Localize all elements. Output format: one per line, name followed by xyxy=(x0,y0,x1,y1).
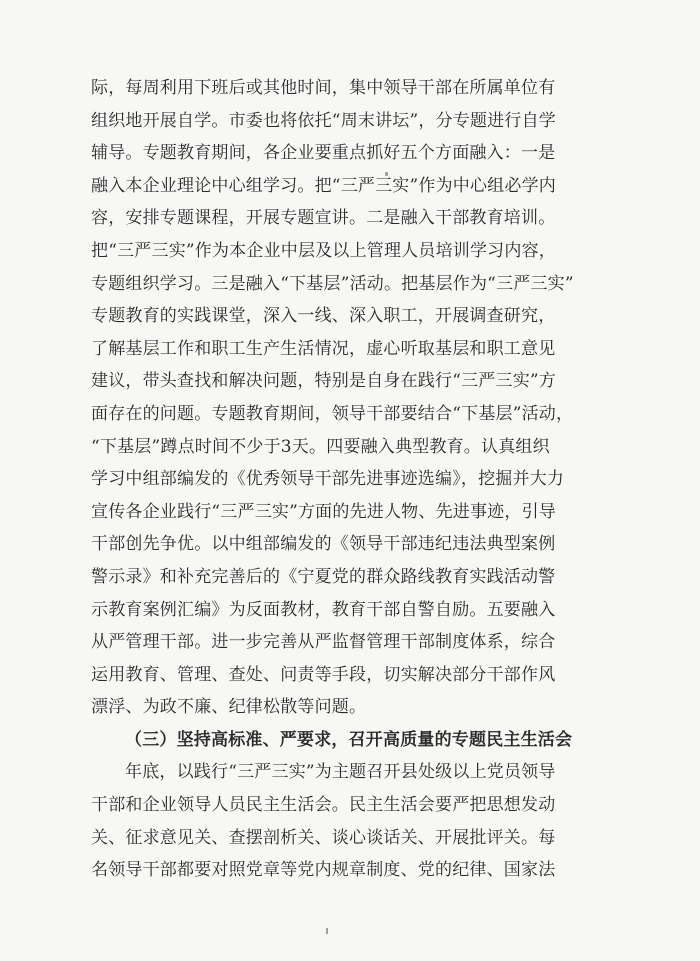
text-line: 干部创先争优。以中组部编发的《领导干部违纪违法典型案例 xyxy=(91,534,556,555)
text-line: 组织地开展自学。市委也将依托“周末讲坛”，分专题进行自学 xyxy=(91,110,556,131)
text-line: 际，每周利用下班后或其他时间，集中领导干部在所属单位有 xyxy=(91,78,556,98)
section-heading: （三）坚持高标准、严要求，召开高质量的专题民主生活会 xyxy=(125,729,573,750)
text-line: 干部和企业领导人员民主生活会。民主生活会要严把思想发动 xyxy=(91,795,556,816)
scan-speck xyxy=(385,172,388,176)
document-body xyxy=(91,72,616,887)
text-line: 把“三严三实”作为本企业中层及以上管理人员培训学习内容， xyxy=(91,240,556,261)
text-line: 运用教育、管理、查处、问责等手段，切实解决部分干部作风 xyxy=(91,664,556,685)
text-line: 学习中组部编发的《优秀领导干部先进事迹选编》，挖掘并大力 xyxy=(91,469,565,490)
text-line: 漂浮、为政不廉、纪律松散等问题。 xyxy=(91,697,367,718)
text-line: 面存在的问题。专题教育期间，领导干部要结合“下基层”活动， xyxy=(91,403,574,424)
text-line: 警示录》和补充完善后的《宁夏党的群众路线教育实践活动警 xyxy=(91,566,556,587)
text-line: 从严管理干部。进一步完善从严监督管理干部制度体系，综合 xyxy=(91,632,556,653)
text-line: 专题教育的实践课堂，深入一线、深入职工，开展调查研究， xyxy=(91,306,556,327)
text-line: “下基层”蹲点时间不少于3天。四要融入典型教育。认真组织 xyxy=(91,436,550,457)
scan-mark xyxy=(326,928,328,934)
text-line: 专题组织学习。三是融入“下基层”活动。把基层作为“三严三实” xyxy=(91,273,574,294)
text-line: 辅导。专题教育期间，各企业要重点抓好五个方面融入：一是 xyxy=(91,143,556,164)
text-line: 示教育案例汇编》为反面教材，教育干部自警自励。五要融入 xyxy=(91,599,556,620)
text-line: 了解基层工作和职工生产生活情况，虚心听取基层和职工意见 xyxy=(91,338,556,359)
text-line: 年底，以践行“三严三实”为主题召开县处级以上党员领导 xyxy=(125,762,556,783)
text-line: 名领导干部都要对照党章等党内规章制度、党的纪律、国家法 xyxy=(91,860,556,881)
text-line: 建议，带头查找和解决问题，特别是自身在践行“三严三实”方 xyxy=(91,371,556,392)
text-line: 关、征求意见关、查摆剖析关、谈心谈话关、开展批评关。每 xyxy=(91,827,556,848)
text-line: 融入本企业理论中心组学习。把“三严三实”作为中心组必学内 xyxy=(91,175,556,196)
text-line: 容，安排专题课程，开展专题宣讲。二是融入干部教育培训。 xyxy=(91,208,556,229)
text-line: 宣传各企业践行“三严三实”方面的先进人物、先进事迹，引导 xyxy=(91,501,556,522)
